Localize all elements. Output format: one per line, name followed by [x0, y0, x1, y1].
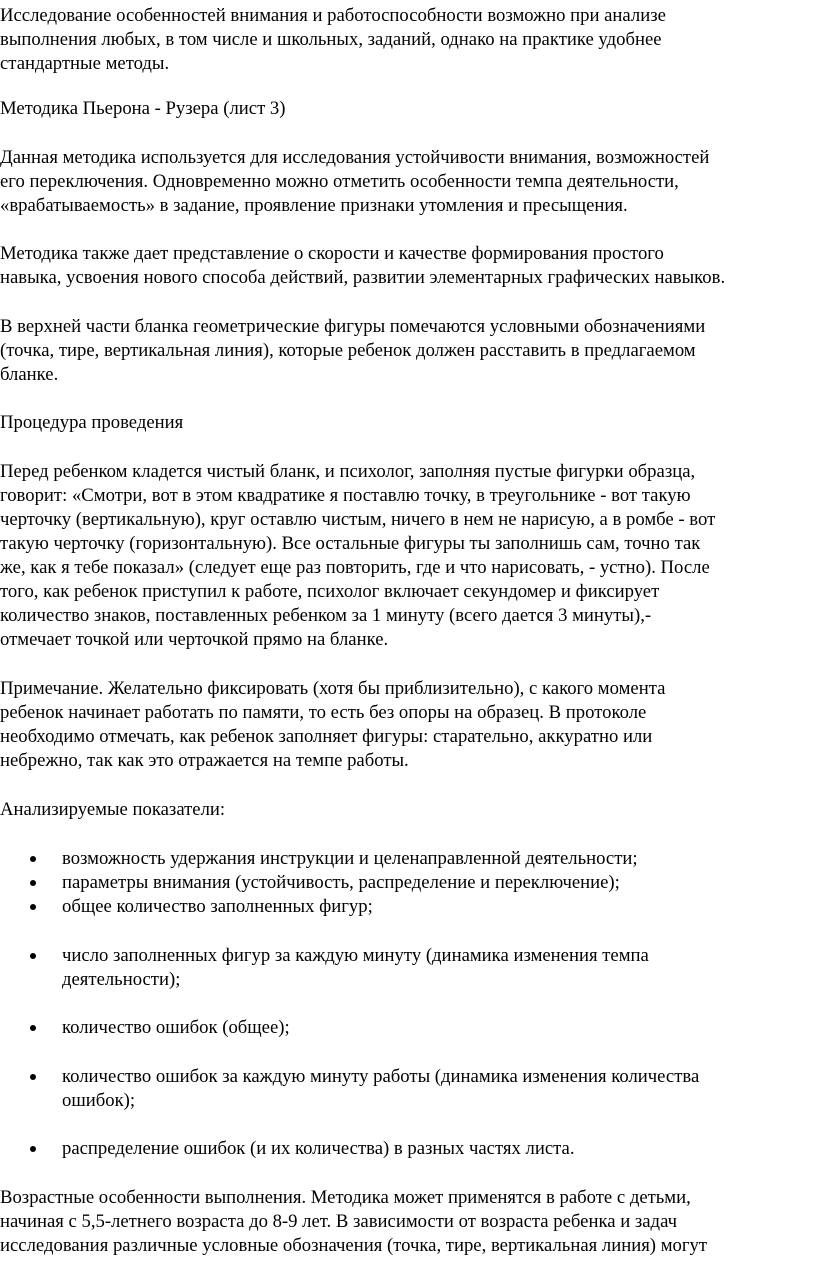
text-line: небрежно, так как это отражается на темпе работы. [0, 750, 409, 771]
text-line: такую черточку (горизонтальную). Все остальные фигуры ты заполнишь сам, точно так [0, 533, 701, 554]
bullet-icon [30, 953, 36, 959]
list-item-text: параметры внимания (устойчивость, распределение и переключение); [62, 872, 620, 893]
skills-paragraph [0, 242, 816, 290]
text-line: Исследование особенностей внимания и работоспособности возможно при анализе [0, 5, 666, 26]
note-paragraph [0, 677, 816, 773]
text-line: В верхней части бланка геометрические фигуры помечаются условными обозначениями [0, 316, 706, 337]
text-line: черточку (вертикальную), круг оставлю чистым, ничего в нем не нарисую, а в ромбе - вот [0, 509, 716, 530]
text-line: стандартные методы. [0, 53, 170, 74]
text-line: Процедура проведения [0, 412, 184, 433]
bullet-icon [30, 856, 36, 862]
text-line: же, как я тебе показал» (следует еще раз повторить, где и что нарисовать, - устно). После [0, 557, 710, 578]
list-item-text: общее количество заполненных фигур; [62, 896, 373, 917]
text-line: (точка, тире, вертикальная линия), которые ребенок должен расставить в предлагаемом [0, 340, 696, 361]
text-line: бланке. [0, 364, 59, 385]
text-line: Методика также дает представление о скорости и качестве формирования простого [0, 243, 664, 264]
bullet-icon [30, 880, 36, 886]
text-line: того, как ребенок приступил к работе, психолог включает секундомер и фиксирует [0, 581, 660, 602]
text-line: Перед ребенком кладется чистый бланк, и психолог, заполняя пустые фигурки образца, [0, 461, 696, 482]
list-item-text: количество ошибок за каждую минуту работы (динамика изменения количества [62, 1066, 700, 1087]
text-line: необходимо отмечать, как ребенок заполняет фигуры: старательно, аккуратно или [0, 726, 653, 747]
text-line: Анализируемые показатели: [0, 799, 226, 820]
text-line: Методика Пьерона - Рузера (лист 3) [0, 98, 286, 119]
bullet-icon [30, 1074, 36, 1080]
list-item-text: число заполненных фигур за каждую минуту (динамика изменения темпа [62, 945, 649, 966]
bullet-icon [30, 1025, 36, 1031]
text-line: «врабатываемость» в задание, проявление признаки утомления и пресыщения. [0, 195, 628, 216]
description-paragraph [0, 146, 816, 218]
method-title [0, 97, 816, 121]
text-line: исследования различные условные обозначения (точка, тире, вертикальная линия) могут [0, 1235, 708, 1256]
text-line: навыка, усвоения нового способа действий, развитии элементарных графических навыков. [0, 267, 726, 288]
text-line: Данная методика используется для исследования устойчивости внимания, возможностей [0, 147, 710, 168]
list-item-text: ошибок); [62, 1090, 136, 1111]
text-line: говорит: «Смотри, вот в этом квадратике я поставлю точку, в треугольнике - вот такую [0, 485, 691, 506]
text-line: начиная с 5,5-летнего возраста до 8-9 лет. В зависимости от возраста ребенка и задач [0, 1211, 678, 1232]
list-item-text: деятельности); [62, 969, 181, 990]
procedure-title [0, 411, 816, 435]
indicators-title [0, 798, 816, 822]
text-line: количество знаков, поставленных ребенком за 1 минуту (всего дается 3 минуты),- [0, 605, 652, 626]
procedure-paragraph [0, 460, 816, 652]
text-line: отмечает точкой или черточкой прямо на бланке. [0, 629, 389, 650]
text-line: Возрастные особенности выполнения. Методика может применятся в работе с детьми, [0, 1187, 691, 1208]
age-paragraph [0, 1186, 816, 1258]
text-line: Примечание. Желательно фиксировать (хотя бы приблизительно), с какого момента [0, 678, 666, 699]
text-line: его переключения. Одновременно можно отметить особенности темпа деятельности, [0, 171, 679, 192]
intro-paragraph [0, 4, 816, 76]
list-item-text: распределение ошибок (и их количества) в разных частях листа. [62, 1138, 575, 1159]
bullet-icon [30, 904, 36, 910]
bullet-icon [30, 1146, 36, 1152]
list-item-text: количество ошибок (общее); [62, 1017, 290, 1038]
text-line: ребенок начинает работать по памяти, то есть без опоры на образец. В протоколе [0, 702, 647, 723]
text-line: выполнения любых, в том числе и школьных, заданий, однако на практике удобнее [0, 29, 662, 50]
form-paragraph [0, 315, 816, 387]
list-item-text: возможность удержания инструкции и целенаправленной деятельности; [62, 848, 638, 869]
